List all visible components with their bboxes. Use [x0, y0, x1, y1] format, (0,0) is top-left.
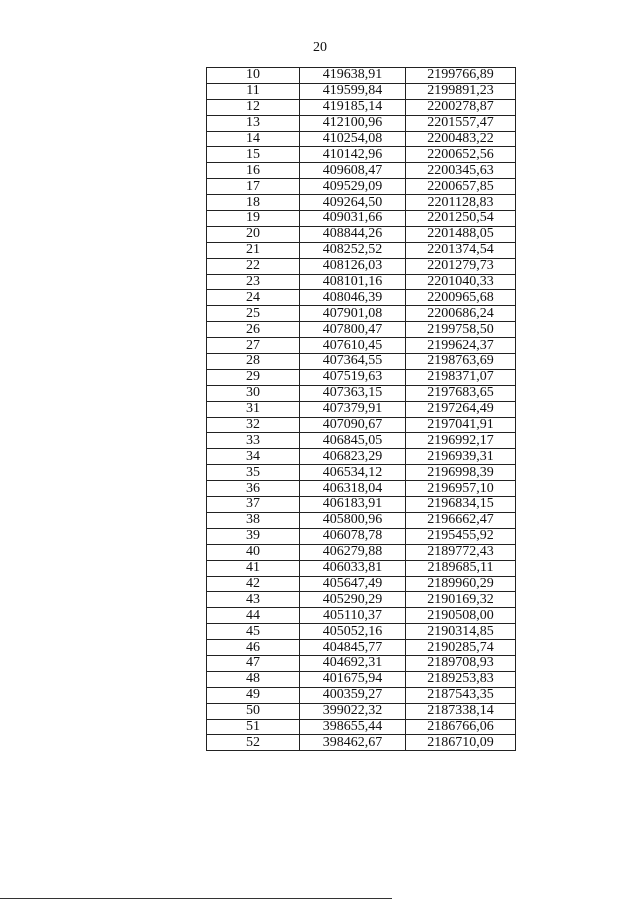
y-coordinate-cell: 2189253,83 — [406, 671, 516, 687]
point-number-cell: 38 — [207, 512, 300, 528]
table-row — [207, 290, 516, 306]
table-row — [207, 274, 516, 290]
table-row — [207, 608, 516, 624]
y-coordinate-cell: 2190508,00 — [406, 608, 516, 624]
table-row — [207, 640, 516, 656]
table-row — [207, 401, 516, 417]
point-number-cell: 43 — [207, 592, 300, 608]
table-row — [207, 306, 516, 322]
x-coordinate-cell: 405290,29 — [300, 592, 406, 608]
y-coordinate-cell: 2196998,39 — [406, 465, 516, 481]
table-row — [207, 703, 516, 719]
table-row — [207, 369, 516, 385]
point-number-cell: 18 — [207, 195, 300, 211]
point-number-cell: 14 — [207, 131, 300, 147]
x-coordinate-cell: 398655,44 — [300, 719, 406, 735]
x-coordinate-cell: 407519,63 — [300, 369, 406, 385]
point-number-cell: 34 — [207, 449, 300, 465]
point-number-cell: 39 — [207, 528, 300, 544]
point-number-cell: 48 — [207, 671, 300, 687]
y-coordinate-cell: 2200657,85 — [406, 179, 516, 195]
table-row — [207, 719, 516, 735]
point-number-cell: 41 — [207, 560, 300, 576]
table-row — [207, 433, 516, 449]
table-row — [207, 624, 516, 640]
footer-divider — [0, 898, 392, 899]
x-coordinate-cell: 407800,47 — [300, 322, 406, 338]
y-coordinate-cell: 2186710,09 — [406, 735, 516, 751]
x-coordinate-cell: 401675,94 — [300, 671, 406, 687]
x-coordinate-cell: 408126,03 — [300, 258, 406, 274]
y-coordinate-cell: 2186766,06 — [406, 719, 516, 735]
x-coordinate-cell: 406534,12 — [300, 465, 406, 481]
y-coordinate-cell: 2201250,54 — [406, 211, 516, 227]
y-coordinate-cell: 2189772,43 — [406, 544, 516, 560]
x-coordinate-cell: 407090,67 — [300, 417, 406, 433]
point-number-cell: 16 — [207, 163, 300, 179]
point-number-cell: 45 — [207, 624, 300, 640]
table-row — [207, 592, 516, 608]
point-number-cell: 51 — [207, 719, 300, 735]
table-row — [207, 322, 516, 338]
point-number-cell: 28 — [207, 354, 300, 370]
table-body — [207, 68, 516, 751]
point-number-cell: 50 — [207, 703, 300, 719]
y-coordinate-cell: 2190285,74 — [406, 640, 516, 656]
point-number-cell: 31 — [207, 401, 300, 417]
y-coordinate-cell: 2196834,15 — [406, 497, 516, 513]
point-number-cell: 23 — [207, 274, 300, 290]
y-coordinate-cell: 2200345,63 — [406, 163, 516, 179]
x-coordinate-cell: 398462,67 — [300, 735, 406, 751]
table-row — [207, 512, 516, 528]
table-row — [207, 115, 516, 131]
table-row — [207, 195, 516, 211]
x-coordinate-cell: 399022,32 — [300, 703, 406, 719]
y-coordinate-cell: 2197041,91 — [406, 417, 516, 433]
x-coordinate-cell: 419599,84 — [300, 83, 406, 99]
y-coordinate-cell: 2187338,14 — [406, 703, 516, 719]
table-row — [207, 211, 516, 227]
point-number-cell: 22 — [207, 258, 300, 274]
x-coordinate-cell: 409608,47 — [300, 163, 406, 179]
y-coordinate-cell: 2201040,33 — [406, 274, 516, 290]
y-coordinate-cell: 2198371,07 — [406, 369, 516, 385]
point-number-cell: 21 — [207, 242, 300, 258]
y-coordinate-cell: 2190169,32 — [406, 592, 516, 608]
x-coordinate-cell: 407901,08 — [300, 306, 406, 322]
x-coordinate-cell: 405647,49 — [300, 576, 406, 592]
y-coordinate-cell: 2196992,17 — [406, 433, 516, 449]
point-number-cell: 20 — [207, 226, 300, 242]
point-number-cell: 19 — [207, 211, 300, 227]
y-coordinate-cell: 2201488,05 — [406, 226, 516, 242]
table-row — [207, 179, 516, 195]
y-coordinate-cell: 2199891,23 — [406, 83, 516, 99]
x-coordinate-cell: 412100,96 — [300, 115, 406, 131]
y-coordinate-cell: 2190314,85 — [406, 624, 516, 640]
point-number-cell: 12 — [207, 99, 300, 115]
table-row — [207, 226, 516, 242]
point-number-cell: 13 — [207, 115, 300, 131]
x-coordinate-cell: 408844,26 — [300, 226, 406, 242]
y-coordinate-cell: 2201557,47 — [406, 115, 516, 131]
x-coordinate-cell: 419638,91 — [300, 68, 406, 84]
x-coordinate-cell: 408101,16 — [300, 274, 406, 290]
table-row — [207, 497, 516, 513]
y-coordinate-cell: 2201374,54 — [406, 242, 516, 258]
point-number-cell: 32 — [207, 417, 300, 433]
point-number-cell: 27 — [207, 338, 300, 354]
y-coordinate-cell: 2199758,50 — [406, 322, 516, 338]
y-coordinate-cell: 2197683,65 — [406, 385, 516, 401]
table-row — [207, 560, 516, 576]
table-row — [207, 465, 516, 481]
x-coordinate-cell: 405800,96 — [300, 512, 406, 528]
table-row — [207, 338, 516, 354]
x-coordinate-cell: 407364,55 — [300, 354, 406, 370]
table-row — [207, 354, 516, 370]
table-row — [207, 417, 516, 433]
y-coordinate-cell: 2200483,22 — [406, 131, 516, 147]
point-number-cell: 25 — [207, 306, 300, 322]
x-coordinate-cell: 409031,66 — [300, 211, 406, 227]
table-row — [207, 99, 516, 115]
point-number-cell: 49 — [207, 687, 300, 703]
y-coordinate-cell: 2199766,89 — [406, 68, 516, 84]
point-number-cell: 35 — [207, 465, 300, 481]
y-coordinate-cell: 2201128,83 — [406, 195, 516, 211]
x-coordinate-cell: 406183,91 — [300, 497, 406, 513]
table-row — [207, 481, 516, 497]
point-number-cell: 24 — [207, 290, 300, 306]
x-coordinate-cell: 400359,27 — [300, 687, 406, 703]
x-coordinate-cell: 406279,88 — [300, 544, 406, 560]
x-coordinate-cell: 406318,04 — [300, 481, 406, 497]
table-row — [207, 83, 516, 99]
y-coordinate-cell: 2200965,68 — [406, 290, 516, 306]
x-coordinate-cell: 406033,81 — [300, 560, 406, 576]
y-coordinate-cell: 2201279,73 — [406, 258, 516, 274]
y-coordinate-cell: 2187543,35 — [406, 687, 516, 703]
table-row — [207, 655, 516, 671]
page-number: 20 — [313, 40, 327, 55]
table-row — [207, 687, 516, 703]
table-row — [207, 131, 516, 147]
point-number-cell: 29 — [207, 369, 300, 385]
point-number-cell: 30 — [207, 385, 300, 401]
table-row — [207, 258, 516, 274]
y-coordinate-cell: 2197264,49 — [406, 401, 516, 417]
point-number-cell: 52 — [207, 735, 300, 751]
y-coordinate-cell: 2196939,31 — [406, 449, 516, 465]
x-coordinate-cell: 410142,96 — [300, 147, 406, 163]
point-number-cell: 36 — [207, 481, 300, 497]
point-number-cell: 15 — [207, 147, 300, 163]
table-row — [207, 385, 516, 401]
y-coordinate-cell: 2189960,29 — [406, 576, 516, 592]
x-coordinate-cell: 408046,39 — [300, 290, 406, 306]
x-coordinate-cell: 410254,08 — [300, 131, 406, 147]
point-number-cell: 11 — [207, 83, 300, 99]
x-coordinate-cell: 419185,14 — [300, 99, 406, 115]
y-coordinate-cell: 2200278,87 — [406, 99, 516, 115]
coordinates-table — [206, 67, 516, 751]
table-row — [207, 528, 516, 544]
x-coordinate-cell: 409264,50 — [300, 195, 406, 211]
x-coordinate-cell: 404692,31 — [300, 655, 406, 671]
point-number-cell: 46 — [207, 640, 300, 656]
point-number-cell: 44 — [207, 608, 300, 624]
table-row — [207, 671, 516, 687]
x-coordinate-cell: 407363,15 — [300, 385, 406, 401]
x-coordinate-cell: 406078,78 — [300, 528, 406, 544]
point-number-cell: 42 — [207, 576, 300, 592]
point-number-cell: 17 — [207, 179, 300, 195]
y-coordinate-cell: 2189708,93 — [406, 655, 516, 671]
x-coordinate-cell: 406823,29 — [300, 449, 406, 465]
point-number-cell: 10 — [207, 68, 300, 84]
x-coordinate-cell: 409529,09 — [300, 179, 406, 195]
table-row — [207, 735, 516, 751]
y-coordinate-cell: 2200686,24 — [406, 306, 516, 322]
point-number-cell: 33 — [207, 433, 300, 449]
x-coordinate-cell: 405052,16 — [300, 624, 406, 640]
x-coordinate-cell: 408252,52 — [300, 242, 406, 258]
y-coordinate-cell: 2195455,92 — [406, 528, 516, 544]
y-coordinate-cell: 2198763,69 — [406, 354, 516, 370]
table-row — [207, 68, 516, 84]
y-coordinate-cell: 2196662,47 — [406, 512, 516, 528]
point-number-cell: 47 — [207, 655, 300, 671]
point-number-cell: 40 — [207, 544, 300, 560]
point-number-cell: 26 — [207, 322, 300, 338]
table-row — [207, 576, 516, 592]
y-coordinate-cell: 2200652,56 — [406, 147, 516, 163]
table-row — [207, 147, 516, 163]
table-row — [207, 163, 516, 179]
y-coordinate-cell: 2196957,10 — [406, 481, 516, 497]
x-coordinate-cell: 407610,45 — [300, 338, 406, 354]
table-row — [207, 449, 516, 465]
x-coordinate-cell: 405110,37 — [300, 608, 406, 624]
x-coordinate-cell: 404845,77 — [300, 640, 406, 656]
y-coordinate-cell: 2199624,37 — [406, 338, 516, 354]
point-number-cell: 37 — [207, 497, 300, 513]
x-coordinate-cell: 406845,05 — [300, 433, 406, 449]
table-row — [207, 544, 516, 560]
y-coordinate-cell: 2189685,11 — [406, 560, 516, 576]
x-coordinate-cell: 407379,91 — [300, 401, 406, 417]
table-row — [207, 242, 516, 258]
